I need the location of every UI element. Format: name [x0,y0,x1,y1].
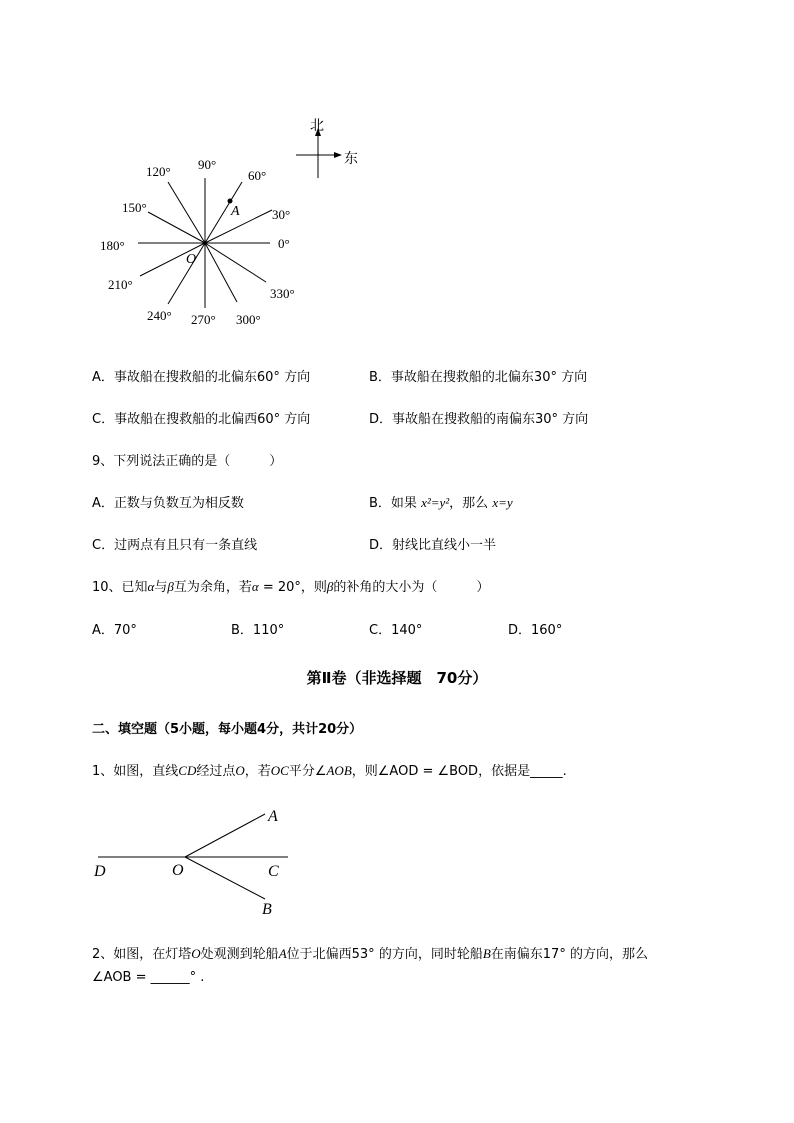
angle-label-270: 270° [191,312,216,327]
q9-option-c: C．过两点有且只有一条直线 [92,538,258,553]
q10-stem-p4: = 20°，则 [258,580,327,595]
angle-label-120: 120° [146,164,171,179]
angle-label-150: 150° [122,200,147,215]
fill1-stem [92,760,567,779]
q10-beta-2: β [326,579,334,594]
ray-oa [185,814,265,857]
q8-option-d: D．事故船在搜救船的南偏东30° 方向 [369,412,589,427]
fill2-o: O [191,946,201,961]
q10-stem-p5: 的补角的大小为（ ） [333,580,490,595]
north-label: 北 [310,118,324,134]
angle-figure [90,800,300,922]
part2-title: 第Ⅱ卷（非选择题 70分） [306,669,488,687]
q9-option-d: D．射线比直线小一半 [369,538,497,553]
fill1-p3: ，若 [244,764,271,779]
fill1-o: O [235,763,245,778]
compass-figure [100,112,370,334]
angle-label-60: 60° [248,168,267,183]
q10-stem [92,576,489,595]
angle-label-240: 240° [147,308,172,323]
ray-ob [185,857,265,899]
origin-label: O [186,252,197,267]
angle-label-300: 300° [236,312,261,327]
fill1-cd: CD [178,763,197,778]
fill2-p3: 位于北偏西53° 的方向，同时轮船 [286,947,483,962]
fill1-oc: OC [270,763,289,778]
q8-option-b: B．事故船在搜救船的北偏东30° 方向 [369,370,588,385]
q9-option-b-math1: x²=y² [421,495,450,510]
q9-option-b-prefix: B．如果 [369,496,422,511]
q10-stem-p3: 互为余角，若 [173,580,252,595]
fill2-a: A [278,946,287,961]
angle-label-330: 330° [270,286,295,301]
q9-option-b [369,492,513,511]
q10-option-d: D．160° [508,623,563,638]
fill1-p4: 平分∠ [288,764,327,779]
q9-option-b-math2: x=y [492,495,513,510]
fill1-p2: 经过点 [196,764,236,779]
point-a-dot [228,199,233,204]
fill1-p5: ，则∠AOD = ∠BOD，依据是_____. [351,764,567,779]
label-d: D [94,863,106,880]
q9-option-a: A．正数与负数互为相反数 [92,496,244,511]
fill1-p1: 1、如图，直线 [92,764,179,779]
ray-330 [205,243,266,282]
q10-beta: β [167,579,174,594]
angle-label-90: 90° [198,157,217,172]
compass-rays [138,178,272,308]
angle-label-30: 30° [272,207,291,222]
ray-150 [148,212,205,243]
fill2-p4: 在南偏东17° 的方向，那么 [490,947,648,962]
east-arrow [334,152,342,158]
q8-option-a: A．事故船在搜救船的北偏东60° 方向 [92,370,311,385]
fill1-aob: AOB [326,763,352,778]
q10-option-b: B．110° [231,623,285,638]
section2-title: 二、填空题（5小题，每小题4分，共计20分） [92,722,363,737]
label-a: A [268,808,278,825]
q10-stem-p1: 10、已知 [92,580,148,595]
angle-label-210: 210° [108,277,133,292]
fill2-b: B [482,946,491,961]
ray-120 [168,182,205,243]
q10-alpha: α [147,579,155,594]
ray-300 [205,243,237,302]
q9-option-b-mid: ，那么 [449,496,493,511]
q10-option-c: C．140° [369,623,423,638]
q9-stem: 9、下列说法正确的是（ ） [92,454,283,469]
fill2-stem [92,943,648,962]
q10-stem-p2: 与 [154,580,168,595]
label-c: C [268,863,279,880]
angle-label-0: 0° [278,236,290,251]
angle-label-180: 180° [100,238,125,253]
fill2-line2: ∠AOB = ______° . [92,970,205,985]
fill2-p1: 2、如图，在灯塔 [92,947,192,962]
fill2-p2: 处观测到轮船 [200,947,279,962]
point-a-label: A [231,204,240,219]
east-label: 东 [344,151,358,167]
q8-option-c: C．事故船在搜救船的北偏西60° 方向 [92,412,311,427]
q10-alpha-2: α [251,579,259,594]
label-b: B [262,901,272,918]
q10-option-a: A．70° [92,623,137,638]
label-o: O [172,862,184,879]
